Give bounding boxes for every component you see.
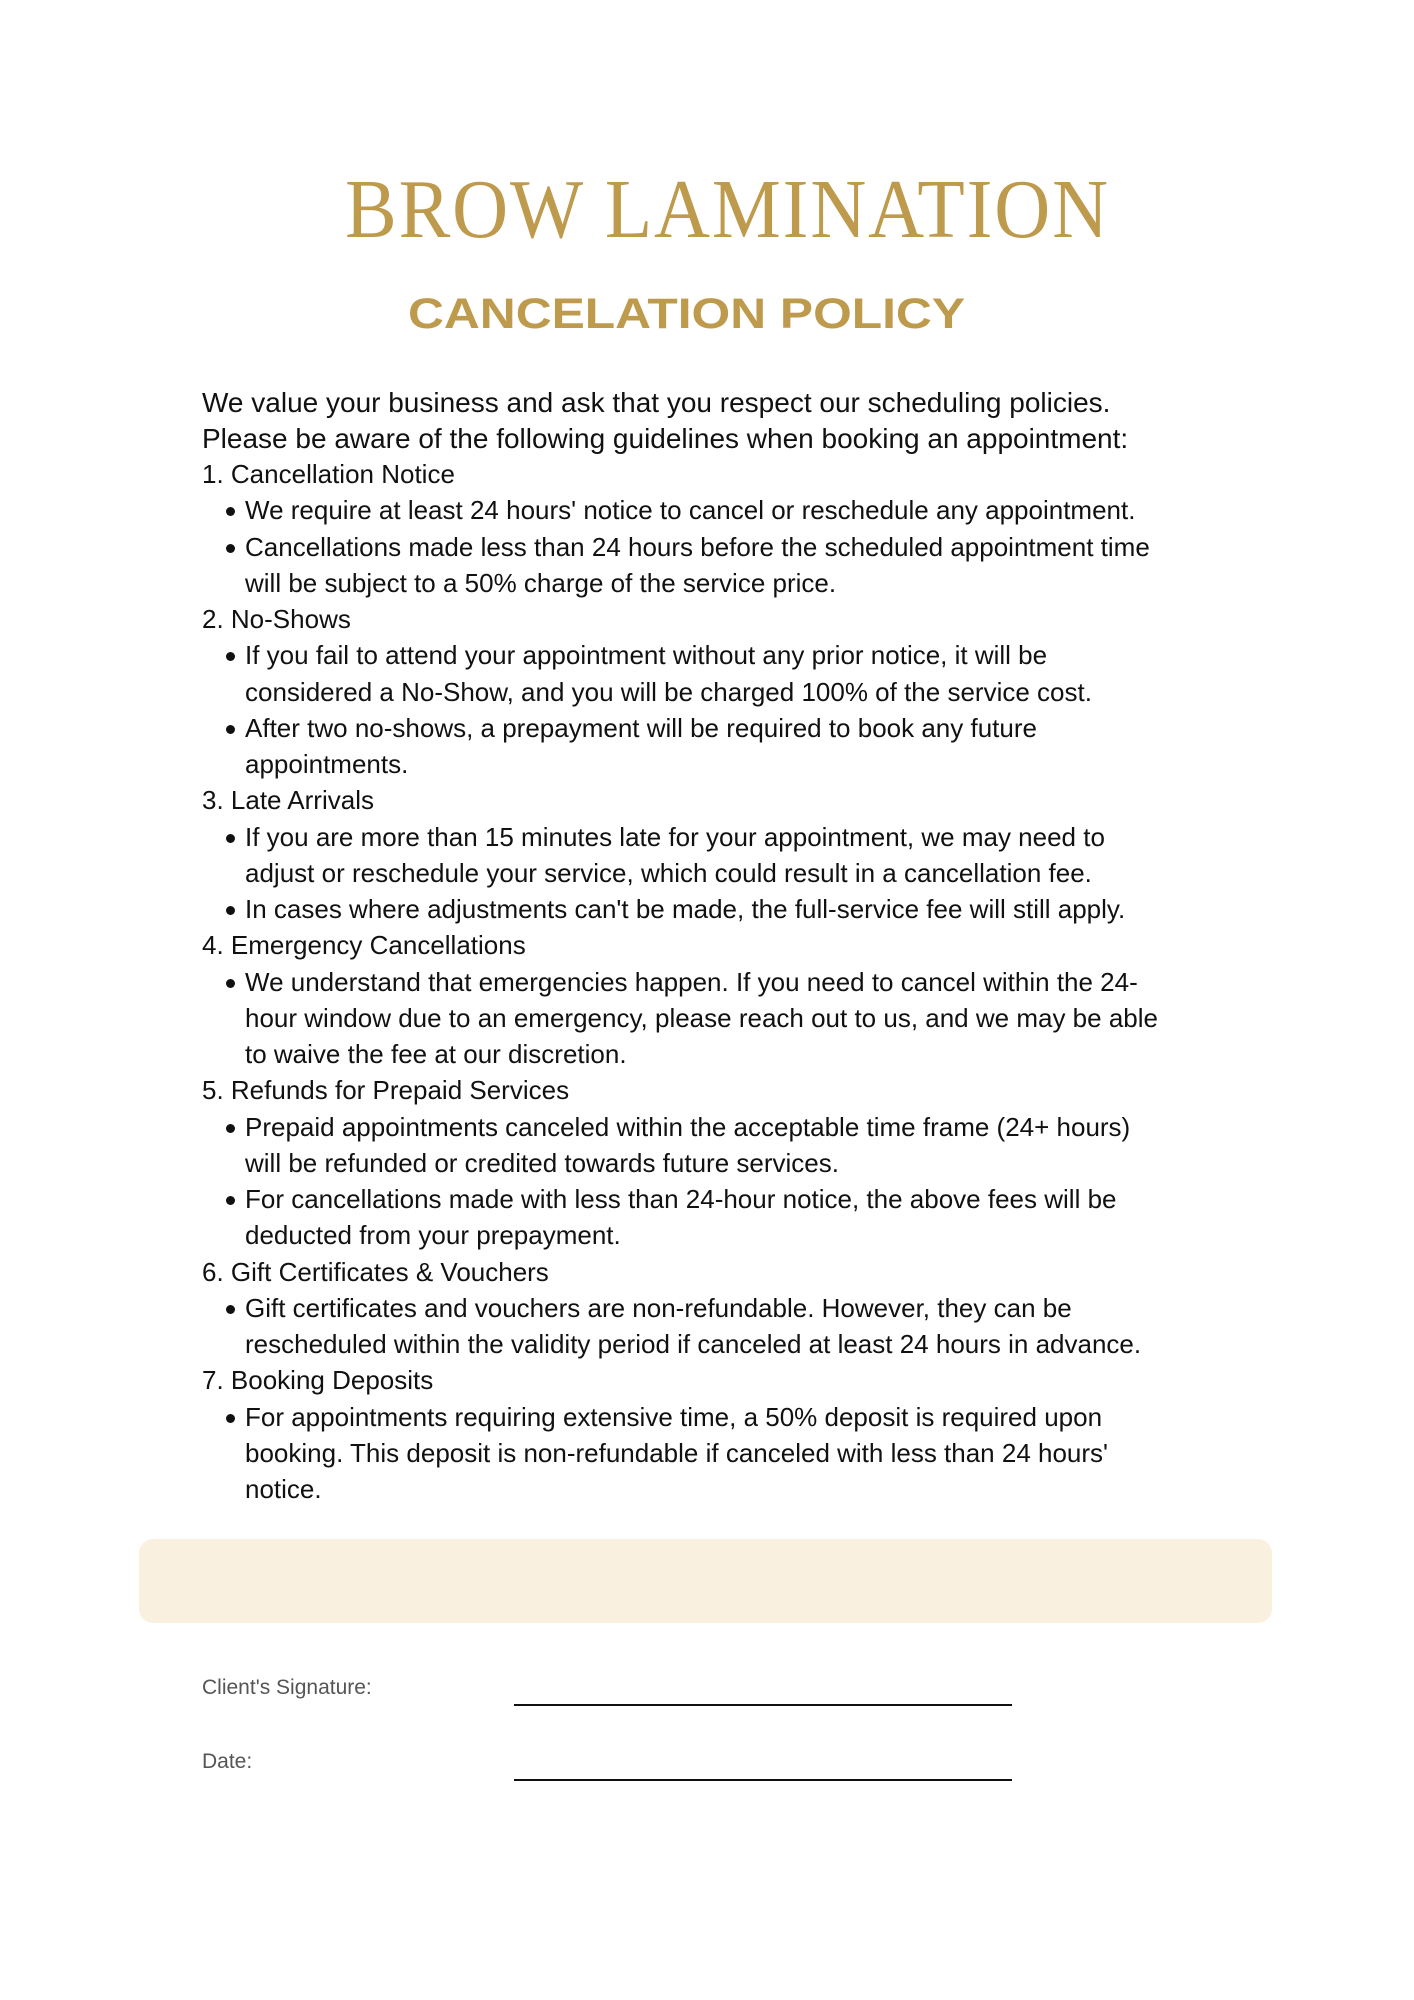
list-item-text: Cancellations made less than 24 hours before the scheduled appointment time <box>245 531 1150 562</box>
intro-paragraph <box>202 385 1128 457</box>
list-item-text: If you fail to attend your appointment without any prior notice, it will be <box>245 640 1048 671</box>
bullet-icon <box>226 979 235 988</box>
list-item-text: Prepaid appointments canceled within the acceptable time frame (24+ hours) <box>245 1111 1131 1142</box>
section-heading: 6. Gift Certificates & Vouchers <box>202 1256 549 1287</box>
list-item <box>202 1290 1158 1363</box>
section-heading: 4. Emergency Cancellations <box>202 930 526 961</box>
list-item-text: adjust or reschedule your service, which could result in a cancellation fee. <box>245 857 1092 888</box>
list-item-text: to waive the fee at our discretion. <box>245 1039 627 1069</box>
bullet-icon <box>226 1305 235 1314</box>
policy-section <box>202 1254 1158 1363</box>
list-item <box>202 492 1158 528</box>
section-heading: 7. Booking Deposits <box>202 1365 434 1396</box>
list-item-text: In cases where adjustments can't be made, the full-service fee will still apply. <box>245 894 1126 924</box>
bullet-icon <box>226 834 235 843</box>
policy-section <box>202 601 1158 782</box>
section-heading: 3. Late Arrivals <box>202 785 374 816</box>
list-item-text: For appointments requiring extensive time, a 50% deposit is required upon <box>245 1401 1103 1432</box>
bullet-icon <box>226 1196 235 1205</box>
list-item-text: We understand that emergencies happen. If you need to cancel within the 24- <box>245 966 1138 997</box>
list-item-text: For cancellations made with less than 24-hour notice, the above fees will be <box>245 1184 1117 1214</box>
section-heading: 1. Cancellation Notice <box>202 459 455 489</box>
list-item <box>202 710 1158 783</box>
list-item-text: If you are more than 15 minutes late for your appointment, we may need to <box>245 821 1105 852</box>
policy-section <box>202 1072 1158 1253</box>
bullet-icon <box>226 1124 235 1133</box>
list-item-text: Gift certificates and vouchers are non-refundable. However, they can be <box>245 1292 1072 1323</box>
policy-section <box>202 1362 1158 1507</box>
bullet-icon <box>226 725 235 734</box>
bullet-icon <box>226 1414 235 1423</box>
bullet-icon <box>226 652 235 661</box>
list-item-text: After two no-shows, a prepayment will be required to book any future <box>245 712 1037 743</box>
list-item-text: considered a No-Show, and you will be charged 100% of the service cost. <box>245 676 1092 707</box>
section-heading: 5. Refunds for Prepaid Services <box>202 1075 570 1106</box>
list-item-text: will be subject to a 50% charge of the service price. <box>245 567 837 598</box>
date-label: Date: <box>202 1750 253 1773</box>
list-item-text: deducted from your prepayment. <box>245 1220 621 1251</box>
list-item-text: booking. This deposit is non-refundable if canceled with less than 24 hours' <box>245 1437 1109 1468</box>
bullet-icon <box>226 544 235 553</box>
list-item <box>202 1109 1158 1182</box>
policy-section <box>202 456 1158 601</box>
list-item-text: notice. <box>245 1474 322 1504</box>
list-item-text: hour window due to an emergency, please reach out to us, and we may be able <box>245 1002 1158 1033</box>
note-box <box>139 1539 1272 1623</box>
list-item <box>202 637 1158 710</box>
date-field[interactable] <box>514 1779 1012 1781</box>
list-item-text: appointments. <box>245 749 409 779</box>
bullet-icon <box>226 906 235 915</box>
section-heading: 2. No-Shows <box>202 604 351 634</box>
list-item <box>202 1181 1158 1254</box>
policy-sections <box>202 456 1158 1507</box>
list-item <box>202 819 1158 892</box>
list-item-text: will be refunded or credited towards future services. <box>245 1147 839 1178</box>
policy-section <box>202 927 1158 1072</box>
intro-line: We value your business and ask that you respect our scheduling policies. <box>202 387 1111 418</box>
policy-section <box>202 782 1158 927</box>
list-item-text: rescheduled within the validity period if canceled at least 24 hours in advance. <box>245 1329 1142 1359</box>
client-signature-field[interactable] <box>514 1704 1012 1706</box>
bullet-icon <box>226 507 235 516</box>
intro-line: Please be aware of the following guidelines when booking an appointment: <box>202 423 1129 454</box>
list-item <box>202 891 1158 927</box>
list-item <box>202 964 1158 1073</box>
list-item <box>202 1399 1158 1508</box>
list-item <box>202 529 1158 602</box>
page-subtitle: CANCELATION POLICY <box>408 290 965 338</box>
page-title: BROW LAMINATION <box>345 163 1110 256</box>
client-signature-label: Client's Signature: <box>202 1676 372 1699</box>
list-item-text: We require at least 24 hours' notice to cancel or reschedule any appointment. <box>245 495 1136 526</box>
